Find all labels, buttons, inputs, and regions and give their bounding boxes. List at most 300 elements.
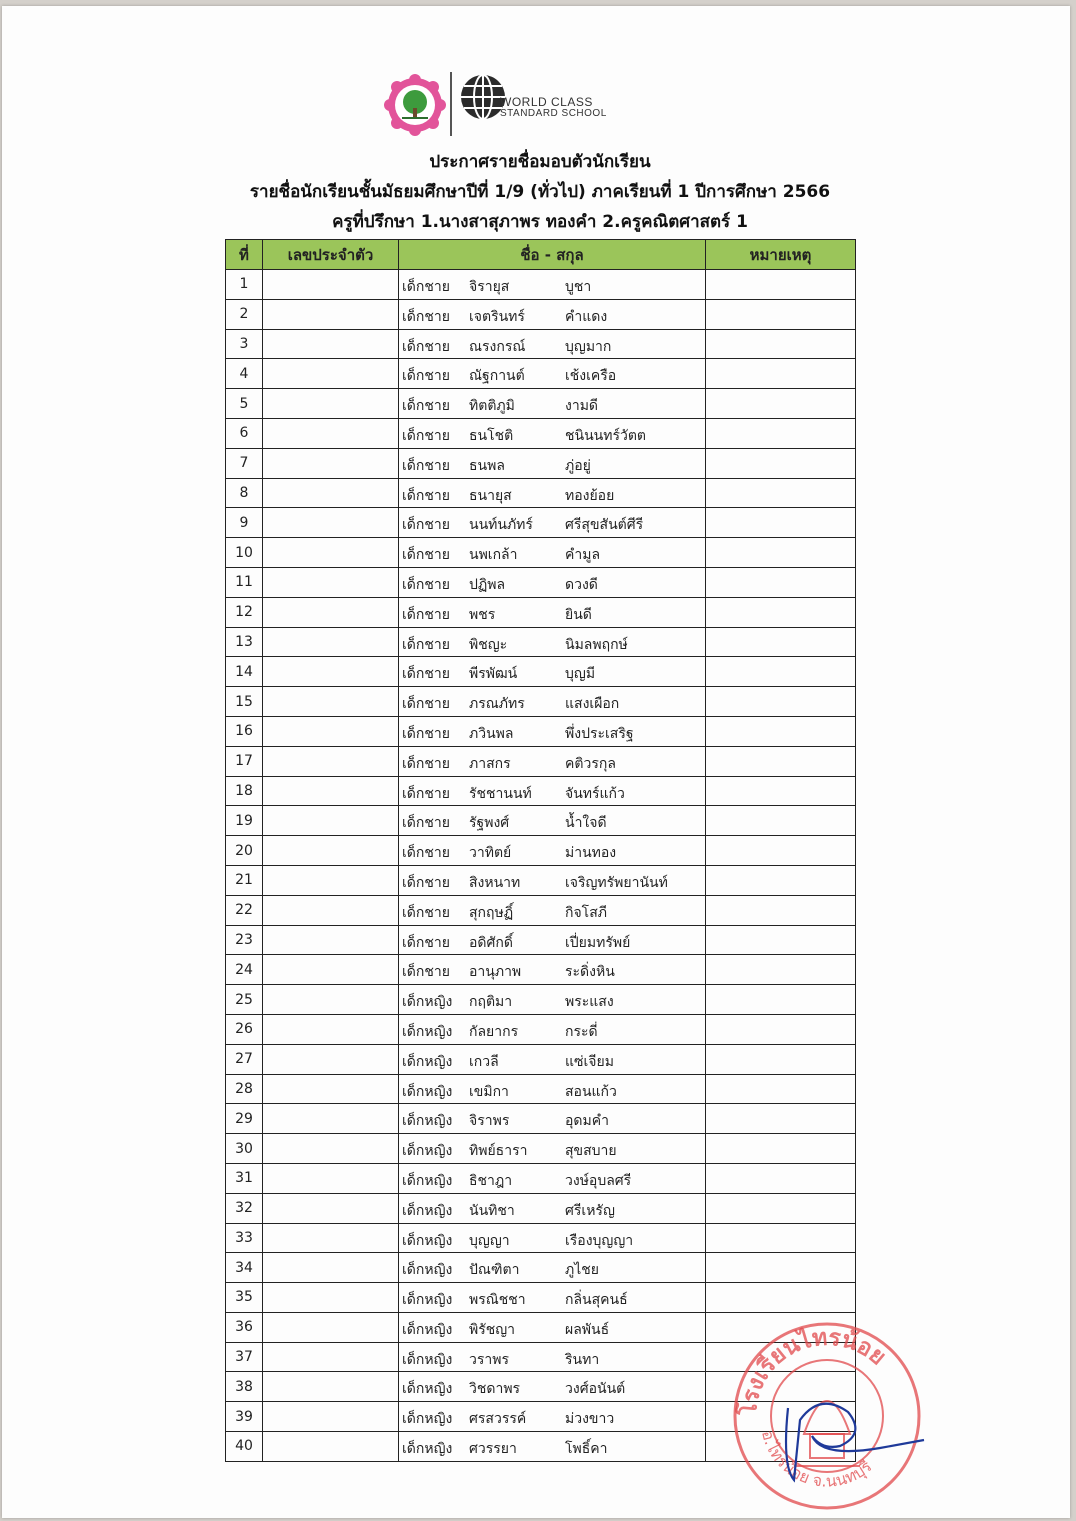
first-name: ณรงกรณ์ (469, 338, 526, 355)
row-number: 1 (226, 270, 263, 300)
wordmark-line-1: WORLD CLASS (500, 95, 593, 109)
row-number: 12 (226, 597, 263, 627)
name-prefix: เด็กชาย (402, 487, 450, 504)
student-id-cell (263, 359, 399, 389)
student-name-cell (399, 1223, 706, 1253)
student-name-cell (399, 1432, 706, 1462)
student-name-cell (399, 359, 706, 389)
row-number: 40 (226, 1432, 263, 1462)
last-name: สุขสบาย (565, 1143, 617, 1160)
name-prefix: เด็กชาย (402, 636, 450, 653)
table-row (226, 1044, 856, 1074)
last-name: ระดิ่งหิน (565, 964, 615, 981)
first-name: วาทิตย์ (469, 845, 512, 862)
student-id-cell (263, 836, 399, 866)
column-header-no: ที่ (226, 240, 263, 270)
name-prefix: เด็กชาย (402, 815, 450, 832)
last-name: ทองย้อย (565, 487, 615, 504)
name-prefix: เด็กหญิง (402, 1262, 453, 1279)
page-subtitle: รายชื่อนักเรียนชั้นมัธยมศึกษาปีที่ 1/9 (ทั่วไป) ภาคเรียนที่ 1 ปีการศึกษา 2566 (249, 182, 831, 202)
row-number: 27 (226, 1044, 263, 1074)
first-name: จิราพร (469, 1113, 510, 1130)
column-header-remarks: หมายเหตุ (706, 240, 856, 270)
last-name: ศรีเหรัญ (565, 1202, 615, 1219)
student-name-cell (399, 1372, 706, 1402)
name-prefix: เด็กชาย (402, 606, 450, 623)
table-row (226, 1372, 856, 1402)
name-prefix: เด็กหญิง (402, 1023, 453, 1040)
first-name: รัฐพงศ์ (469, 815, 510, 832)
student-id-cell (263, 955, 399, 985)
name-prefix: เด็กชาย (402, 904, 450, 921)
remarks-cell (706, 895, 856, 925)
student-id-cell (263, 299, 399, 329)
student-id-cell (263, 448, 399, 478)
name-prefix: เด็กหญิง (402, 1441, 453, 1458)
table-row (226, 1253, 856, 1283)
last-name: โพธิ์คา (565, 1441, 608, 1458)
student-name-cell (399, 299, 706, 329)
student-name-cell (399, 508, 706, 538)
name-prefix: เด็กชาย (402, 279, 450, 295)
last-name: เรืองบุญญา (565, 1232, 634, 1249)
table-row (226, 746, 856, 776)
stamp-bottom-text: อ.ไทรน้อย จ.นนทบุรี (757, 1428, 876, 1491)
remarks-cell (706, 478, 856, 508)
student-name-cell (399, 865, 706, 895)
student-name-cell (399, 627, 706, 657)
row-number: 14 (226, 657, 263, 687)
row-number: 39 (226, 1402, 263, 1432)
remarks-cell (706, 776, 856, 806)
student-id-cell (263, 776, 399, 806)
first-name: กฤติมา (469, 994, 513, 1011)
student-name-cell (399, 955, 706, 985)
name-prefix: เด็กชาย (402, 398, 450, 415)
student-id-cell (263, 1283, 399, 1313)
student-name-cell (399, 1283, 706, 1313)
first-name: ศรสวรรค์ (469, 1411, 527, 1428)
first-name: ภาสกร (469, 755, 511, 772)
student-id-cell (263, 865, 399, 895)
student-name-cell (399, 687, 706, 717)
table-row (226, 627, 856, 657)
student-id-cell (263, 1134, 399, 1164)
last-name: บูชา (565, 279, 592, 295)
row-number: 10 (226, 538, 263, 568)
name-prefix: เด็กหญิง (402, 1232, 453, 1249)
first-name: บุญญา (469, 1232, 510, 1249)
last-name: กลิ่นสุคนธ์ (565, 1292, 628, 1309)
table-row (226, 1104, 856, 1134)
row-number: 26 (226, 1014, 263, 1044)
last-name: พึ่งประเสริฐ (565, 725, 634, 742)
student-name-cell (399, 538, 706, 568)
stamp-top-text: โรงเรียนไทรน้อย (735, 1324, 891, 1417)
student-name-cell (399, 776, 706, 806)
remarks-cell (706, 955, 856, 985)
row-number: 4 (226, 359, 263, 389)
first-name: เจตรินทร์ (469, 308, 525, 325)
table-row (226, 1074, 856, 1104)
remarks-cell (706, 1342, 856, 1372)
first-name: กัลยากร (469, 1023, 519, 1040)
last-name: ม่วงขาว (565, 1411, 615, 1428)
first-name: เขมิกา (469, 1083, 509, 1100)
table-row (226, 1402, 856, 1432)
table-row (226, 359, 856, 389)
row-number: 35 (226, 1283, 263, 1313)
student-name-cell (399, 1104, 706, 1134)
student-name-cell (399, 806, 706, 836)
last-name: แสงเผือก (565, 696, 620, 713)
last-name: วงศ์อนันต์ (565, 1381, 626, 1398)
first-name: ทิพย์ธารา (469, 1143, 528, 1160)
last-name: พระแสง (565, 994, 614, 1011)
table-row (226, 270, 856, 300)
remarks-cell (706, 1283, 856, 1313)
table-row (226, 538, 856, 568)
row-number: 33 (226, 1223, 263, 1253)
row-number: 37 (226, 1342, 263, 1372)
name-prefix: เด็กหญิง (402, 1172, 453, 1189)
table-row (226, 478, 856, 508)
student-id-cell (263, 1104, 399, 1134)
student-name-cell (399, 836, 706, 866)
student-id-cell (263, 806, 399, 836)
remarks-cell (706, 836, 856, 866)
row-number: 30 (226, 1134, 263, 1164)
row-number: 25 (226, 985, 263, 1015)
remarks-cell (706, 657, 856, 687)
table-row (226, 567, 856, 597)
last-name: ภู่อยู่ (565, 457, 591, 474)
remarks-cell (706, 359, 856, 389)
student-id-cell (263, 1372, 399, 1402)
name-prefix: เด็กหญิง (402, 1113, 453, 1130)
table-row (226, 776, 856, 806)
table-row (226, 806, 856, 836)
remarks-cell (706, 418, 856, 448)
last-name: บุญมี (565, 666, 596, 683)
remarks-cell (706, 627, 856, 657)
row-number: 3 (226, 329, 263, 359)
first-name: อดิศักดิ์ (469, 934, 513, 951)
row-number: 17 (226, 746, 263, 776)
name-prefix: เด็กชาย (402, 666, 450, 683)
student-id-cell (263, 1044, 399, 1074)
name-prefix: เด็กชาย (402, 368, 450, 385)
student-name-cell (399, 1163, 706, 1193)
remarks-cell (706, 389, 856, 419)
row-number: 21 (226, 865, 263, 895)
remarks-cell (706, 508, 856, 538)
last-name: บุญมาก (565, 338, 612, 355)
row-number: 13 (226, 627, 263, 657)
last-name: คำมูล (565, 547, 601, 564)
student-id-cell (263, 1074, 399, 1104)
last-name: สอนแก้ว (565, 1083, 617, 1100)
student-id-cell (263, 329, 399, 359)
remarks-cell (706, 1223, 856, 1253)
student-id-cell (263, 716, 399, 746)
student-name-cell (399, 1074, 706, 1104)
student-id-cell (263, 1342, 399, 1372)
student-name-cell (399, 1253, 706, 1283)
remarks-cell (706, 1163, 856, 1193)
student-name-cell (399, 1044, 706, 1074)
row-number: 5 (226, 389, 263, 419)
remarks-cell (706, 1134, 856, 1164)
wordmark-line-2: STANDARD SCHOOL (500, 108, 607, 119)
student-name-cell (399, 1134, 706, 1164)
name-prefix: เด็กหญิง (402, 1053, 453, 1070)
last-name: วงษ์อุบลศรี (565, 1172, 632, 1189)
row-number: 15 (226, 687, 263, 717)
name-prefix: เด็กชาย (402, 725, 450, 742)
first-name: เกวลี (469, 1053, 499, 1070)
last-name: เช้งเครือ (565, 368, 617, 385)
name-prefix: เด็กชาย (402, 785, 450, 802)
first-name: สุกฤษฏิ์ (469, 904, 514, 921)
name-prefix: เด็กหญิง (402, 1381, 453, 1398)
row-number: 20 (226, 836, 263, 866)
name-prefix: เด็กชาย (402, 755, 450, 772)
student-id-cell (263, 508, 399, 538)
student-id-cell (263, 567, 399, 597)
first-name: นพเกล้า (469, 547, 518, 564)
table-row (226, 1163, 856, 1193)
column-header-student-id: เลขประจำตัว (263, 240, 399, 270)
last-name: ชนินนทร์วัตต (565, 427, 647, 444)
name-prefix: เด็กหญิง (402, 994, 453, 1011)
row-number: 11 (226, 567, 263, 597)
student-id-cell (263, 538, 399, 568)
table-body (226, 270, 856, 1462)
student-name-cell (399, 1193, 706, 1223)
table-row (226, 865, 856, 895)
first-name: พรณิชชา (469, 1292, 526, 1309)
remarks-cell (706, 1372, 856, 1402)
first-name: ภวินพล (469, 725, 514, 742)
table-row (226, 1283, 856, 1313)
table-row (226, 657, 856, 687)
table-row (226, 418, 856, 448)
row-number: 22 (226, 895, 263, 925)
remarks-cell (706, 1104, 856, 1134)
student-name-cell (399, 746, 706, 776)
first-name: สิงหนาท (469, 874, 521, 891)
table-row (226, 329, 856, 359)
student-name-cell (399, 1402, 706, 1432)
table-row (226, 299, 856, 329)
student-name-cell (399, 716, 706, 746)
student-name-cell (399, 925, 706, 955)
student-id-cell (263, 925, 399, 955)
student-id-cell (263, 597, 399, 627)
row-number: 31 (226, 1163, 263, 1193)
header-logos (382, 70, 622, 142)
last-name: แซ่เจียม (565, 1053, 614, 1070)
student-id-cell (263, 985, 399, 1015)
last-name: อุดมคำ (565, 1113, 609, 1130)
row-number: 36 (226, 1312, 263, 1342)
name-prefix: เด็กชาย (402, 338, 450, 355)
first-name: รัชชานนท์ (469, 785, 532, 802)
remarks-cell (706, 1253, 856, 1283)
last-name: ดวงดี (565, 576, 598, 593)
first-name: ธนพล (469, 457, 505, 474)
last-name: น้ำใจดี (565, 815, 607, 832)
first-name: นนท์นภัทร์ (469, 517, 533, 534)
student-id-cell (263, 657, 399, 687)
student-id-cell (263, 1312, 399, 1342)
table-row (226, 1193, 856, 1223)
last-name: รินทา (565, 1351, 600, 1368)
last-name: คำแดง (565, 308, 608, 325)
name-prefix: เด็กหญิง (402, 1321, 453, 1338)
name-prefix: เด็กชาย (402, 457, 450, 474)
first-name: ธนายุส (469, 487, 512, 504)
first-name: พชร (469, 606, 496, 623)
remarks-cell (706, 687, 856, 717)
student-name-cell (399, 985, 706, 1015)
table-row (226, 1134, 856, 1164)
name-prefix: เด็กชาย (402, 696, 450, 713)
row-number: 28 (226, 1074, 263, 1104)
table-row (226, 1223, 856, 1253)
last-name: จันทร์แก้ว (565, 785, 625, 802)
table-row (226, 448, 856, 478)
name-prefix: เด็กชาย (402, 308, 450, 325)
remarks-cell (706, 985, 856, 1015)
table-row (226, 1432, 856, 1462)
remarks-cell (706, 299, 856, 329)
name-prefix: เด็กหญิง (402, 1411, 453, 1428)
first-name: ปฏิพล (469, 576, 506, 593)
student-id-cell (263, 1432, 399, 1462)
student-name-cell (399, 657, 706, 687)
last-name: เจริญทรัพยานันท์ (565, 874, 668, 891)
student-id-cell (263, 895, 399, 925)
student-id-cell (263, 687, 399, 717)
student-name-cell (399, 1342, 706, 1372)
row-number: 24 (226, 955, 263, 985)
table-row (226, 508, 856, 538)
remarks-cell (706, 329, 856, 359)
row-number: 16 (226, 716, 263, 746)
name-prefix: เด็กหญิง (402, 1292, 453, 1309)
last-name: คติวรกุล (565, 755, 616, 772)
remarks-cell (706, 597, 856, 627)
student-name-cell (399, 389, 706, 419)
student-name-cell (399, 895, 706, 925)
student-name-cell (399, 478, 706, 508)
first-name: ศวรรยา (469, 1441, 517, 1458)
row-number: 34 (226, 1253, 263, 1283)
student-name-cell (399, 567, 706, 597)
remarks-cell (706, 448, 856, 478)
remarks-cell (706, 806, 856, 836)
name-prefix: เด็กชาย (402, 845, 450, 862)
student-name-cell (399, 597, 706, 627)
last-name: เปี่ยมทรัพย์ (565, 934, 631, 951)
student-id-cell (263, 418, 399, 448)
student-id-cell (263, 1253, 399, 1283)
row-number: 32 (226, 1193, 263, 1223)
row-number: 2 (226, 299, 263, 329)
world-class-standard-wordmark (500, 96, 607, 120)
first-name: พิชญะ (469, 636, 508, 653)
remarks-cell (706, 716, 856, 746)
first-name: ณัฐกานต์ (469, 368, 525, 385)
name-prefix: เด็กหญิง (402, 1143, 453, 1160)
table-row (226, 1312, 856, 1342)
first-name: พิรัชญา (469, 1321, 516, 1338)
table-row (226, 1342, 856, 1372)
table-row (226, 687, 856, 717)
row-number: 8 (226, 478, 263, 508)
student-id-cell (263, 1223, 399, 1253)
student-id-cell (263, 270, 399, 300)
student-id-cell (263, 1163, 399, 1193)
remarks-cell (706, 1432, 856, 1462)
student-name-cell (399, 270, 706, 300)
student-name-cell (399, 418, 706, 448)
first-name: วิชดาพร (469, 1381, 521, 1398)
first-name: จิรายุส (469, 279, 510, 295)
student-id-cell (263, 627, 399, 657)
row-number: 29 (226, 1104, 263, 1134)
remarks-cell (706, 925, 856, 955)
first-name: อานุภาพ (469, 964, 522, 981)
remarks-cell (706, 1402, 856, 1432)
table-row (226, 955, 856, 985)
table-row (226, 597, 856, 627)
table-header-row (226, 240, 856, 270)
table-row (226, 389, 856, 419)
first-name: ภรณภัทร (469, 696, 525, 713)
name-prefix: เด็กชาย (402, 934, 450, 951)
name-prefix: เด็กชาย (402, 427, 450, 444)
row-number: 23 (226, 925, 263, 955)
first-name: ปัณฑิตา (469, 1262, 520, 1279)
remarks-cell (706, 746, 856, 776)
remarks-cell (706, 270, 856, 300)
last-name: ผลพันธ์ (565, 1321, 610, 1338)
table-row (226, 1014, 856, 1044)
remarks-cell (706, 865, 856, 895)
student-id-cell (263, 746, 399, 776)
student-name-cell (399, 1312, 706, 1342)
name-prefix: เด็กชาย (402, 874, 450, 891)
last-name: งามดี (565, 398, 599, 415)
last-name: ภูไชย (565, 1262, 599, 1279)
table-row (226, 836, 856, 866)
last-name: ศรีสุขสันต์ศีรี (565, 517, 644, 534)
name-prefix: เด็กชาย (402, 964, 450, 981)
logo-divider (450, 72, 452, 136)
last-name: กิจโสภี (565, 904, 607, 921)
row-number: 19 (226, 806, 263, 836)
page-title: ประกาศรายชื่อมอบตัวนักเรียน (429, 152, 651, 172)
first-name: พีรพัฒน์ (469, 666, 518, 683)
row-number: 18 (226, 776, 263, 806)
name-prefix: เด็กหญิง (402, 1083, 453, 1100)
last-name: นิมลพฤกษ์ (565, 636, 628, 653)
row-number: 6 (226, 418, 263, 448)
table-row (226, 716, 856, 746)
